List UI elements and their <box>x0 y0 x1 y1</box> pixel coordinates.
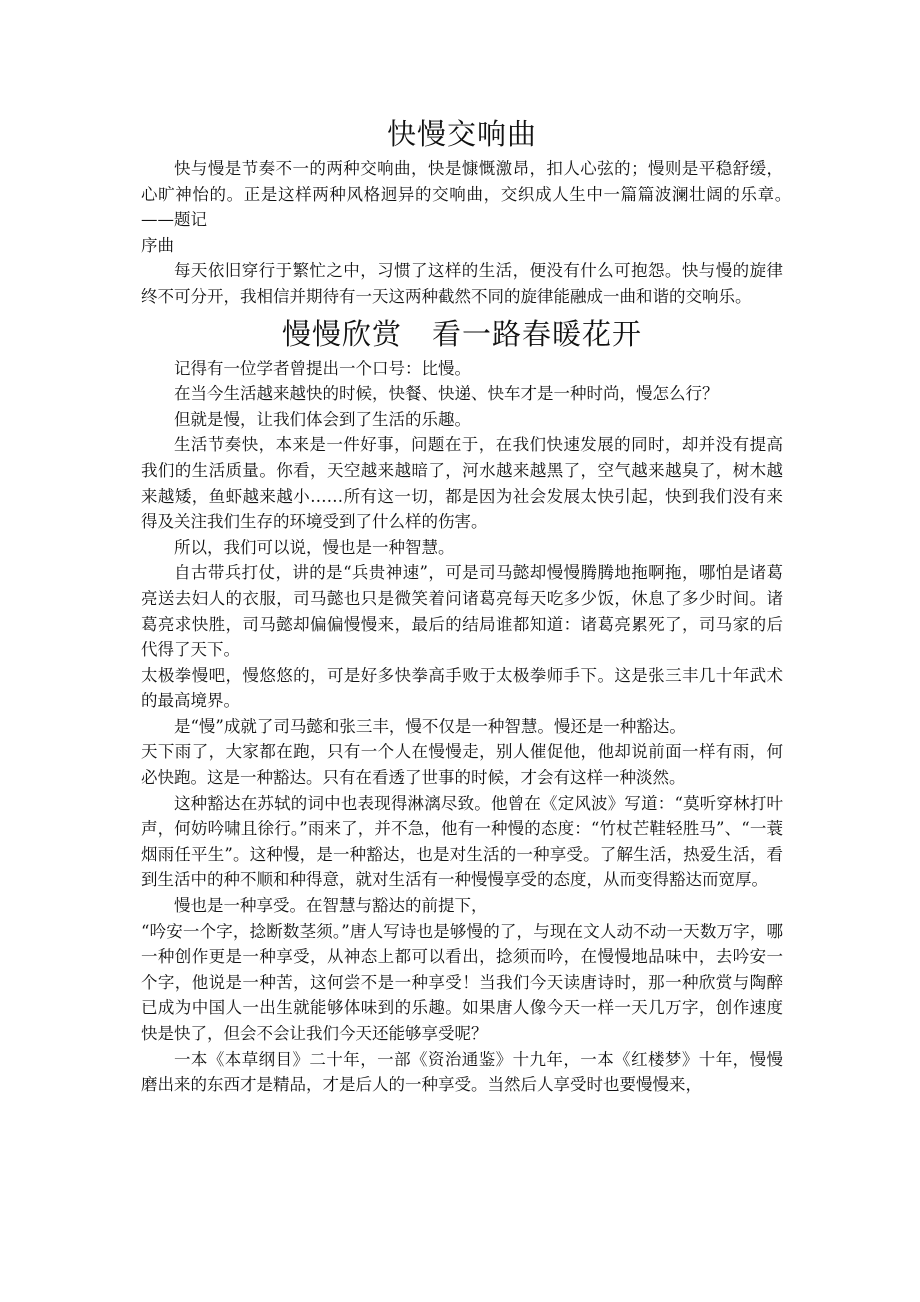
body-paragraph: 生活节奏快，本来是一件好事，问题在于，在我们快速发展的同时，却并没有提高我们的生活质量。你看，天空越来越暗了，河水越来越黑了，空气越来越臭了，树木越来越矮，鱼虾越来越小……所有这一切，都是因为社会发展太快引起，快到我们没有来得及关注我们生存的环境受到了什么样的伤害。 <box>141 435 783 532</box>
body-paragraph: 太极拳慢吧，慢悠悠的，可是好多快拳高手败于太极拳师手下。这是张三丰几十年武术的最高境界。 <box>141 665 783 711</box>
prelude-heading: 序曲 <box>141 235 174 255</box>
body-paragraph: 记得有一位学者曾提出一个口号：比慢。 <box>174 358 471 378</box>
body-paragraph: 一本《本草纲目》二十年，一部《资治通鉴》十九年，一本《红楼梦》十年，慢慢磨出来的东西才是精品，才是后人的一种享受。当然后人享受时也要慢慢来， <box>141 1049 783 1095</box>
body-paragraph: 但就是慢，让我们体会到了生活的乐趣。 <box>174 409 471 429</box>
body-paragraph: 这种豁达在苏轼的词中也表现得淋漓尽致。他曾在《定风波》写道：“莫听穿林打叶声，何妨吟啸且徐行。”雨来了，并不急，他有一种慢的态度：“竹杖芒鞋轻胜马”、“一蓑烟雨任平生”。这种慢，是一种豁达，也是对生活的一种享受。了解生活，热爱生活，看到生活中的种不顺和种得意，就对生活有一种慢慢享受的态度，从而变得豁达而宽厚。 <box>141 793 783 890</box>
body-paragraph: 是“慢”成就了司马懿和张三丰，慢不仅是一种智慧。慢还是一种豁达。 <box>174 716 686 736</box>
prelude-paragraph: 每天依旧穿行于繁忙之中，习惯了这样的生活，便没有什么可抱怨。快与慢的旋律终不可分开，我相信并期待有一天这两种截然不同的旋律能融成一曲和谐的交响乐。 <box>141 261 783 306</box>
body-paragraph: 在当今生活越来越快的时候，快餐、快递、快车才是一种时尚，慢怎么行？ <box>174 384 719 404</box>
document-title: 快慢交响曲 <box>386 117 537 151</box>
epigraph-paragraph: 快与慢是节奏不一的两种交响曲，快是慷慨激昂，扣人心弦的；慢则是平稳舒缓，心旷神怡的。正是这样两种风格迥异的交响曲，交织成人生中一篇篇波澜壮阔的乐章。 ——题记 <box>141 159 800 230</box>
body-paragraph: 慢也是一种享受。在智慧与豁达的前提下， <box>174 896 488 916</box>
section-title: 慢慢欣赏 看一路春暖花开 <box>281 316 642 351</box>
body-paragraph: 所以，我们可以说，慢也是一种智慧。 <box>174 537 455 557</box>
document-page <box>141 112 800 1098</box>
body-paragraph: 天下雨了，大家都在跑，只有一个人在慢慢走，别人催促他，他却说前面一样有雨，何必快跑。这是一种豁达。只有在看透了世事的时候，才会有这样一种淡然。 <box>141 742 783 788</box>
section-body <box>141 356 783 1098</box>
body-paragraph: “吟安一个字，捻断数茎须。”唐人写诗也是够慢的了，与现在文人动不动一天数万字，哪一种创作更是一种享受，从神态上都可以看出，捻须而吟，在慢慢地品味中，去吟安一个字，他说是一种苦，这何尝不是一种享受！当我们今天读唐诗时，那一种欣赏与陶醉已成为中国人一出生就能够体味到的乐趣。如果唐人像今天一样一天几万字，创作速度快是快了，但会不会让我们今天还能够享受呢？ <box>141 921 783 1043</box>
body-paragraph: 自古带兵打仗，讲的是“兵贵神速”，可是司马懿却慢慢腾腾地拖啊拖，哪怕是诸葛亮送去妇人的衣服，司马懿也只是微笑着问诸葛亮每天吃多少饭，休息了多少时间。诸葛亮求快胜，司马懿却偏偏慢慢来，最后的结局谁都知道：诸葛亮累死了，司马家的后代得了天下。 <box>141 563 783 660</box>
